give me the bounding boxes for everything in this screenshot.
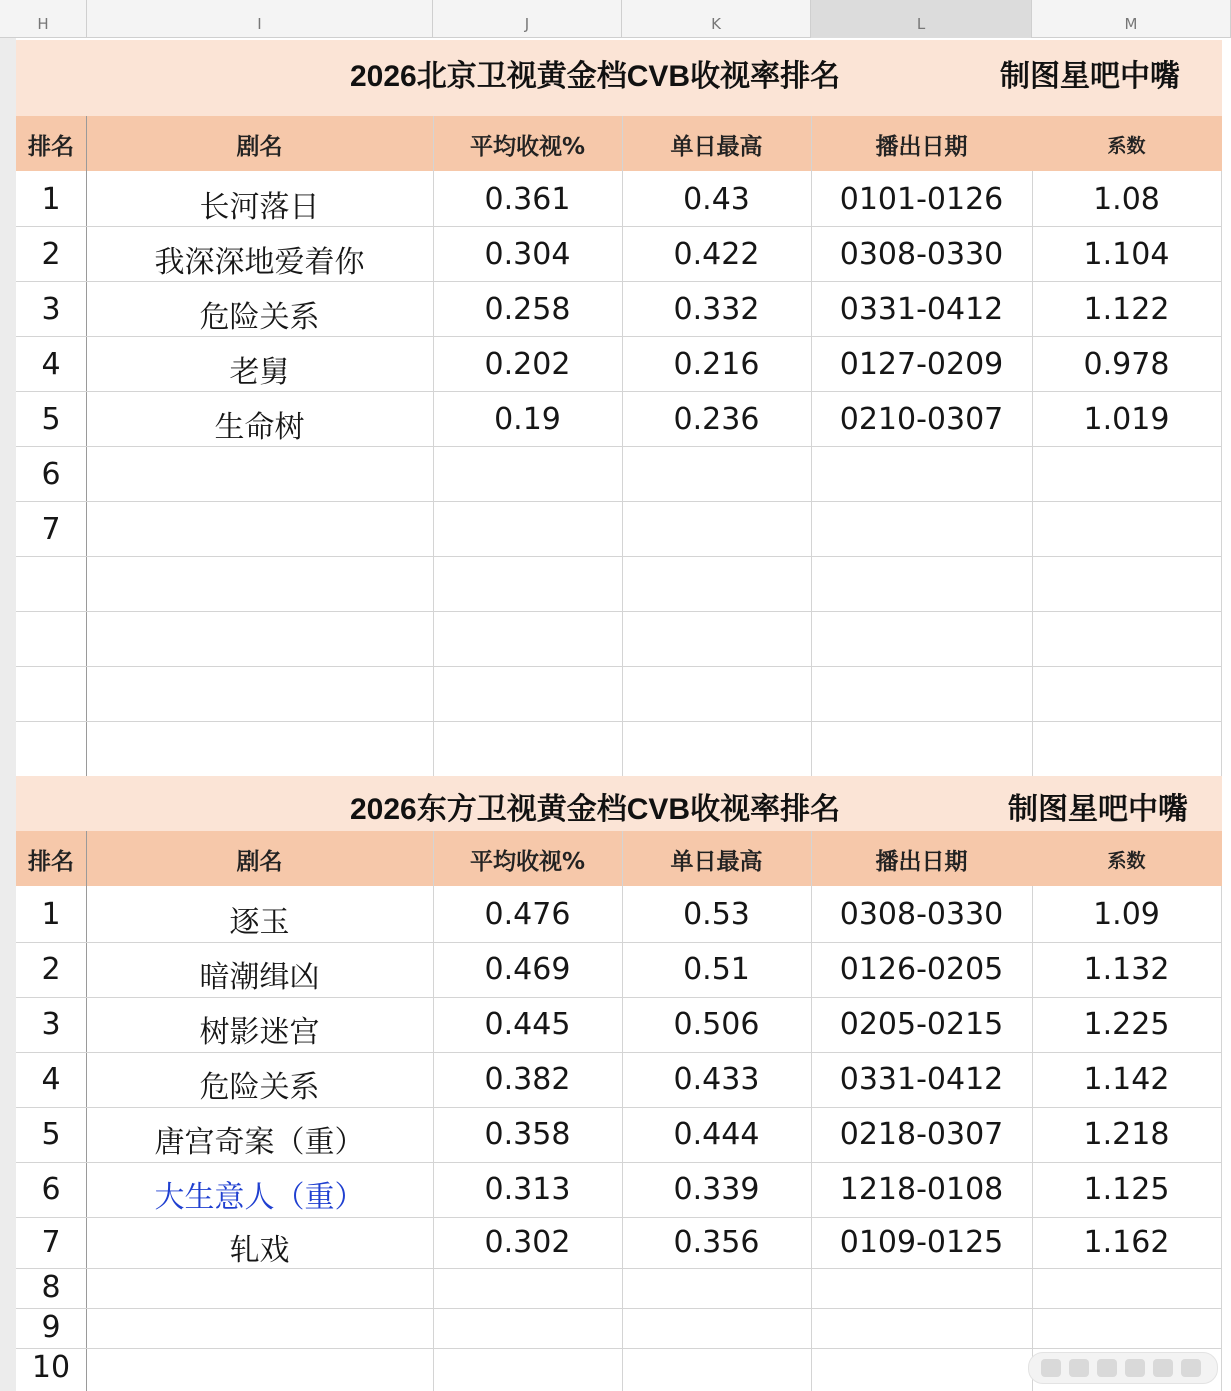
table1-gridline: [16, 281, 1222, 282]
table1-cell-rank[interactable]: 7: [41, 512, 61, 547]
table1-cell-coef[interactable]: 1.122: [1083, 292, 1170, 327]
table1-header-peak[interactable]: 单日最高: [670, 134, 763, 160]
table2-header-peak[interactable]: 单日最高: [670, 849, 763, 875]
table1-cell-peak[interactable]: 0.216: [673, 347, 760, 382]
table1-header-rank[interactable]: 排名: [28, 134, 74, 160]
table1-gridline: [16, 501, 1222, 502]
table2-cell-coef[interactable]: 1.218: [1083, 1117, 1170, 1152]
table2-cell-rank[interactable]: 1: [41, 897, 61, 932]
table1-cell-name[interactable]: 老舅: [229, 355, 290, 390]
table1-header-dates[interactable]: 播出日期: [875, 134, 968, 160]
table2-cell-peak[interactable]: 0.339: [673, 1172, 760, 1207]
table2-gridline: [16, 1107, 1222, 1108]
table1-gridline: [16, 391, 1222, 392]
table1-cell-dates[interactable]: 0210-0307: [839, 402, 1004, 437]
table2-header-avg[interactable]: 平均收视%: [469, 849, 586, 875]
table1-cell-avg[interactable]: 0.202: [484, 347, 571, 382]
table1-header-coef[interactable]: 系数: [1107, 135, 1146, 157]
table2-gridline: [1221, 886, 1222, 1391]
table1-cell-avg[interactable]: 0.258: [484, 292, 571, 327]
table1-gridline: [16, 721, 1222, 722]
table2-cell-peak[interactable]: 0.53: [683, 897, 750, 932]
table2-cell-rank[interactable]: 7: [41, 1225, 61, 1260]
table2-cell-dates[interactable]: 0331-0412: [839, 1062, 1004, 1097]
table2-header-dates[interactable]: 播出日期: [875, 849, 968, 875]
table2-cell-avg[interactable]: 0.382: [484, 1062, 571, 1097]
table1-cell-coef[interactable]: 1.104: [1083, 237, 1170, 272]
table1-header-avg[interactable]: 平均收视%: [469, 134, 586, 160]
table1-cell-rank[interactable]: 4: [41, 347, 61, 382]
row-header-strip[interactable]: [0, 38, 16, 1391]
table2-cell-avg[interactable]: 0.302: [484, 1225, 571, 1260]
table2-gridline: [16, 1162, 1222, 1163]
table2-gridline: [16, 1052, 1222, 1053]
table2-gridline: [16, 1308, 1222, 1309]
table1-cell-name[interactable]: 危险关系: [199, 300, 320, 335]
table2-cell-name[interactable]: 危险关系: [199, 1070, 320, 1105]
table2-cell-peak[interactable]: 0.444: [673, 1117, 760, 1152]
table2-cell-rank[interactable]: 5: [41, 1117, 61, 1152]
table1-cell-rank[interactable]: 1: [41, 182, 61, 217]
scrollbar-segment: [1097, 1359, 1117, 1377]
column-header-K[interactable]: K: [622, 0, 811, 38]
table1-cell-dates[interactable]: 0127-0209: [839, 347, 1004, 382]
table2-cell-name[interactable]: 大生意人（重）: [154, 1180, 365, 1215]
table1-cell-avg[interactable]: 0.361: [484, 182, 571, 217]
table2-cell-peak[interactable]: 0.51: [683, 952, 750, 987]
table2-cell-avg[interactable]: 0.469: [484, 952, 571, 987]
table1-gridline: [16, 666, 1222, 667]
column-header-M[interactable]: M: [1032, 0, 1231, 38]
table1-cell-peak[interactable]: 0.332: [673, 292, 760, 327]
table2-cell-dates[interactable]: 1218-0108: [839, 1172, 1004, 1207]
table2-cell-rank[interactable]: 10: [31, 1350, 71, 1385]
table1-gridline: [1221, 171, 1222, 776]
table2-cell-rank[interactable]: 4: [41, 1062, 61, 1097]
table2-cell-coef[interactable]: 1.125: [1083, 1172, 1170, 1207]
table2-cell-peak[interactable]: 0.356: [673, 1225, 760, 1260]
table1-cell-avg[interactable]: 0.19: [494, 402, 561, 437]
column-header-J[interactable]: J: [433, 0, 622, 38]
table2-cell-name[interactable]: 暗潮缉凶: [199, 960, 320, 995]
table2-gridline: [16, 942, 1222, 943]
table1-cell-peak[interactable]: 0.422: [673, 237, 760, 272]
table2-header-coef[interactable]: 系数: [1107, 850, 1146, 872]
horizontal-scrollbar[interactable]: [1028, 1352, 1218, 1384]
table2-cell-rank[interactable]: 6: [41, 1172, 61, 1207]
table2-gridline: [16, 1217, 1222, 1218]
table1-title: 2026北京卫视黄金档CVB收视率排名: [350, 60, 841, 93]
column-header-bar: [0, 0, 1231, 38]
table1-gridline: [16, 556, 1222, 557]
table2-cell-avg[interactable]: 0.476: [484, 897, 571, 932]
column-header-L[interactable]: L: [811, 0, 1032, 38]
table2-cell-avg[interactable]: 0.445: [484, 1007, 571, 1042]
table1-gridline: [16, 446, 1222, 447]
table2-cell-dates[interactable]: 0308-0330: [839, 897, 1004, 932]
table1-cell-coef[interactable]: 0.978: [1083, 347, 1170, 382]
table2-cell-rank[interactable]: 9: [41, 1310, 61, 1345]
table1-cell-coef[interactable]: 1.08: [1093, 182, 1160, 217]
table2-cell-peak[interactable]: 0.506: [673, 1007, 760, 1042]
scrollbar-segment: [1153, 1359, 1173, 1377]
scrollbar-segment: [1125, 1359, 1145, 1377]
table1-gridline: [16, 611, 1222, 612]
table1-gridline: [16, 226, 1222, 227]
table2-cell-dates[interactable]: 0109-0125: [839, 1225, 1004, 1260]
table1-cell-dates[interactable]: 0331-0412: [839, 292, 1004, 327]
table2-cell-name[interactable]: 轧戏: [229, 1233, 290, 1268]
table2-cell-name[interactable]: 树影迷宫: [199, 1015, 320, 1050]
table2-cell-dates[interactable]: 0126-0205: [839, 952, 1004, 987]
table2-credit: 制图星吧中嘴: [1008, 793, 1188, 826]
table1-cell-rank[interactable]: 2: [41, 237, 61, 272]
table1-cell-avg[interactable]: 0.304: [484, 237, 571, 272]
table1-header-name[interactable]: 剧名: [236, 134, 283, 160]
table2-cell-coef[interactable]: 1.162: [1083, 1225, 1170, 1260]
table1-cell-name[interactable]: 生命树: [214, 410, 305, 445]
column-header-H[interactable]: H: [0, 0, 87, 38]
table2-cell-avg[interactable]: 0.313: [484, 1172, 571, 1207]
table2-cell-name[interactable]: 唐宫奇案（重）: [154, 1125, 365, 1160]
table1-cell-dates[interactable]: 0101-0126: [839, 182, 1004, 217]
table2-cell-name[interactable]: 逐玉: [229, 905, 290, 940]
table2-cell-rank[interactable]: 2: [41, 952, 61, 987]
table2-cell-dates[interactable]: 0205-0215: [839, 1007, 1004, 1042]
table2-gridline: [16, 997, 1222, 998]
table1-cell-dates[interactable]: 0308-0330: [839, 237, 1004, 272]
table2-header-rank[interactable]: 排名: [28, 849, 74, 875]
table1-cell-coef[interactable]: 1.019: [1083, 402, 1170, 437]
table1-gridline: [16, 336, 1222, 337]
table2-cell-coef[interactable]: 1.142: [1083, 1062, 1170, 1097]
scrollbar-segment: [1181, 1359, 1201, 1377]
table2-cell-avg[interactable]: 0.358: [484, 1117, 571, 1152]
table2-header-name[interactable]: 剧名: [236, 849, 283, 875]
table1-cell-peak[interactable]: 0.43: [683, 182, 750, 217]
table1-cell-rank[interactable]: 6: [41, 457, 61, 492]
table2-cell-coef[interactable]: 1.225: [1083, 1007, 1170, 1042]
table1-cell-name[interactable]: 我深深地爱着你: [154, 245, 365, 280]
table1-cell-rank[interactable]: 3: [41, 292, 61, 327]
table1-credit: 制图星吧中嘴: [1000, 60, 1180, 93]
table2-cell-rank[interactable]: 8: [41, 1270, 61, 1305]
table2-cell-rank[interactable]: 3: [41, 1007, 61, 1042]
scrollbar-segment: [1041, 1359, 1061, 1377]
table2-gridline: [16, 1348, 1222, 1349]
column-header-I[interactable]: I: [87, 0, 433, 38]
table2-cell-coef[interactable]: 1.132: [1083, 952, 1170, 987]
scrollbar-segment: [1069, 1359, 1089, 1377]
table2-cell-coef[interactable]: 1.09: [1093, 897, 1160, 932]
table1-cell-name[interactable]: 长河落日: [199, 190, 320, 225]
table1-cell-peak[interactable]: 0.236: [673, 402, 760, 437]
table2-cell-dates[interactable]: 0218-0307: [839, 1117, 1004, 1152]
table2-cell-peak[interactable]: 0.433: [673, 1062, 760, 1097]
table1-cell-rank[interactable]: 5: [41, 402, 61, 437]
table2-title: 2026东方卫视黄金档CVB收视率排名: [350, 793, 841, 826]
